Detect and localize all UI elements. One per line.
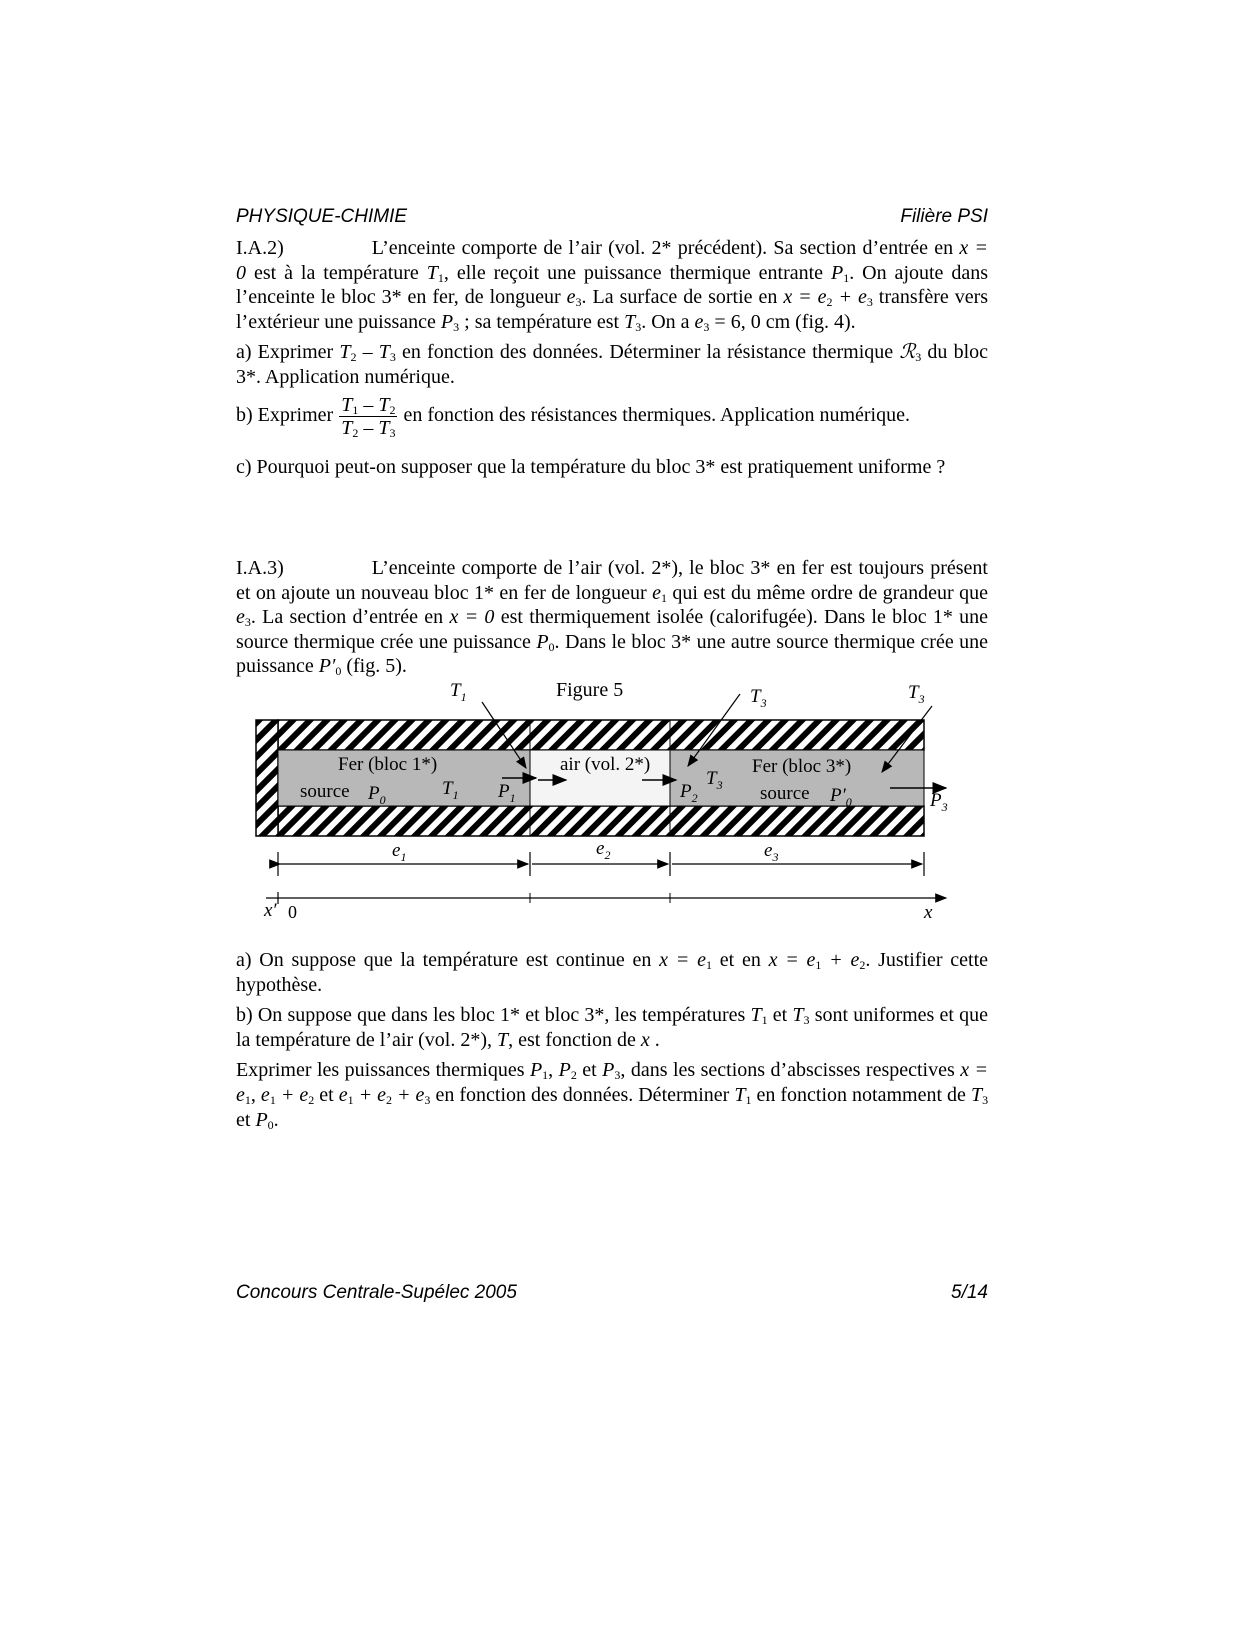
final-P0-sub: 0 bbox=[267, 1117, 274, 1132]
ia3-p0-sub: 0 bbox=[548, 639, 555, 654]
part-b-mid: sont uniformes et que la température de l’air (vol. 2*), bbox=[236, 1004, 989, 1051]
final-xa: x = e bbox=[236, 1059, 989, 1106]
ia2-T-sub: 1 bbox=[437, 270, 444, 285]
ia2-b-fraction: $\frac{T_1 - T_2}{T_2 - T_3}$ bbox=[341, 393, 396, 440]
ia3-t3: . La section d’entrée en bbox=[250, 606, 444, 629]
ia2-value: = 6, 0 cm bbox=[709, 310, 791, 333]
final-xc-sub3: 3 bbox=[424, 1092, 431, 1107]
final-xc-sub2: 2 bbox=[386, 1092, 393, 1107]
part-b-T3: T bbox=[792, 1004, 804, 1027]
ia2-a-tail: du bloc 3*. Application numérique. bbox=[236, 341, 988, 388]
ia3-e1: e bbox=[652, 581, 661, 604]
ia3-t6: (fig. 5). bbox=[346, 655, 407, 678]
ia2-b-lead: b) Exprimer bbox=[236, 403, 334, 426]
part-b-et: et bbox=[772, 1004, 788, 1027]
final-et1: et bbox=[582, 1059, 597, 1082]
ia2-x0: x = 0 bbox=[236, 237, 989, 284]
ia2-T: T bbox=[426, 261, 438, 284]
ia2-plus-e-sub: 3 bbox=[866, 295, 873, 310]
part-a-tail: . Justifier cette hypothèse. bbox=[236, 949, 989, 996]
ia2-P-sub: 1 bbox=[843, 270, 850, 285]
ia2-e-sub: 3 bbox=[575, 295, 582, 310]
part-b-T1-sub: 1 bbox=[761, 1013, 768, 1028]
ia2-a bbox=[236, 340, 988, 389]
section-ia2 bbox=[236, 236, 988, 479]
final-P1: P bbox=[529, 1059, 543, 1082]
final-P0: P bbox=[255, 1108, 268, 1131]
ia2-b bbox=[236, 394, 988, 439]
ia2-P3-sub: 3 bbox=[453, 319, 460, 334]
ia2-t5: , elle reçoit une puissance thermique entrante bbox=[443, 261, 824, 284]
ia3-p0p: P′ bbox=[318, 655, 336, 678]
label-T3-mid: $T_3$ bbox=[750, 686, 767, 710]
ia2-e: e bbox=[566, 286, 576, 309]
part-b-T: T bbox=[497, 1028, 509, 1051]
part-a-x1-sub: 1 bbox=[705, 958, 712, 972]
part-b-lead: b) On suppose que dans les bloc 1* et bloc 3*, les températures bbox=[236, 1004, 746, 1027]
final-P3: P bbox=[602, 1059, 615, 1082]
ia2-a-R: ℛ bbox=[899, 341, 916, 364]
final-xc-plus1: + e bbox=[353, 1083, 387, 1106]
ia3-p0p-sub: 0 bbox=[335, 664, 342, 679]
ia2-P: P bbox=[831, 261, 844, 284]
block-3-label: Fer (bloc 3*) bbox=[752, 756, 852, 777]
label-T3-right: $T_3$ bbox=[908, 682, 925, 706]
part-b bbox=[236, 1003, 988, 1052]
final-xc-sub1: 1 bbox=[347, 1092, 354, 1107]
ia2-t22: . On a bbox=[641, 310, 690, 333]
ia3-t2: qui est du même ordre de grandeur que bbox=[672, 581, 988, 604]
ia2-T3-sub: 3 bbox=[635, 319, 642, 334]
label-P2: $P_2$ bbox=[680, 781, 698, 805]
final-T3: T bbox=[970, 1083, 983, 1106]
ia2-t26: (fig. 4). bbox=[795, 310, 856, 333]
part-a-x2-plus: + e bbox=[821, 949, 860, 971]
block-1-P0: $P_0$ bbox=[368, 783, 386, 807]
label-T3-interface: $T_3$ bbox=[706, 768, 723, 792]
part-b-T1: T bbox=[750, 1004, 762, 1027]
part-b-end: . bbox=[654, 1028, 660, 1051]
part-a-x1: x = e bbox=[659, 949, 706, 971]
ia3-p0: P bbox=[536, 630, 549, 653]
ia3-t5: . Dans le bloc 3* une autre source thermique crée une puissance bbox=[236, 630, 988, 678]
ia2-e3-sub: 3 bbox=[703, 319, 710, 334]
ia2-label: I.A.2) bbox=[236, 237, 284, 259]
ia2-paragraph bbox=[236, 236, 988, 334]
ia3-x0: x = 0 bbox=[449, 606, 495, 629]
wall-left bbox=[256, 720, 278, 836]
ia2-c: c) Pourquoi peut-on supposer que la température du bloc 3* est pratiquement uniforme ? bbox=[236, 455, 946, 478]
wall-top bbox=[278, 720, 924, 750]
block-1-source: source bbox=[300, 781, 350, 802]
final-et2: et bbox=[319, 1083, 334, 1106]
part-a bbox=[236, 948, 988, 997]
ia2-b-rest: en fonction des résistances thermiques. Application numérique. bbox=[403, 403, 910, 426]
final-P1-sub: 1 bbox=[542, 1068, 549, 1083]
label-P3: $P_3$ bbox=[930, 790, 948, 814]
dim-label-e3: $e_3$ bbox=[764, 840, 779, 864]
ia2-P3: P bbox=[440, 310, 454, 333]
label-P1: $P_1$ bbox=[498, 781, 516, 805]
final-T1: T bbox=[734, 1083, 746, 1106]
part-a-x2: x = e bbox=[768, 949, 816, 971]
wall-bottom bbox=[278, 806, 924, 836]
ia2-a-T2: T bbox=[339, 341, 351, 364]
ia2-e3: e bbox=[694, 310, 704, 333]
final-xb-plus: + e bbox=[275, 1083, 309, 1106]
final-P3-sub: 3 bbox=[614, 1068, 621, 1083]
final-xb-sub1: 1 bbox=[269, 1092, 276, 1107]
header-subject: PHYSIQUE-CHIMIE bbox=[236, 206, 408, 227]
final-et3: et bbox=[236, 1108, 251, 1131]
label-T1-top: $T_1$ bbox=[450, 680, 467, 704]
ia3-e3-sub: 3 bbox=[244, 615, 251, 630]
ia3-e3: e bbox=[236, 606, 245, 629]
part-a-mid: et en bbox=[719, 949, 761, 971]
ia2-a-T3-sub: 3 bbox=[389, 350, 396, 365]
final-xa-sub: 1 bbox=[244, 1092, 251, 1107]
ia2-t16: transfère vers l’extérieur une puissance bbox=[236, 286, 989, 333]
ia2-a-R-sub: 3 bbox=[915, 350, 922, 365]
ia2-T3: T bbox=[624, 310, 636, 333]
final-mid2: en fonction des données. Déterminer bbox=[435, 1083, 730, 1106]
part-a-x2-sub2: 2 bbox=[859, 958, 866, 972]
block-1-label: Fer (bloc 1*) bbox=[338, 754, 438, 775]
part-b-x: x bbox=[640, 1028, 650, 1051]
final-lead: Exprimer les puissances thermiques bbox=[236, 1059, 525, 1082]
ia2-t19: ; sa température est bbox=[464, 310, 620, 333]
part-b-T3-sub: 3 bbox=[803, 1013, 810, 1028]
final-T3-sub: 3 bbox=[982, 1092, 989, 1107]
ia2-xe: x = e bbox=[783, 286, 827, 309]
part-a-lead: a) On suppose que la température est continue en bbox=[236, 949, 652, 971]
ia2-a-T2-sub: 2 bbox=[350, 350, 357, 365]
figure-title-text: Figure 5 bbox=[556, 679, 624, 701]
ia2-t0: L’enceinte comporte de l’air (vol. 2* précédent). Sa section d’entrée en bbox=[371, 237, 954, 259]
final-tail: en fonction notamment de bbox=[756, 1083, 966, 1106]
final-T1-sub: 1 bbox=[745, 1092, 752, 1107]
ia2-t2: est à la température bbox=[253, 261, 419, 284]
final-xc: e bbox=[338, 1083, 348, 1106]
dim-label-e1: $e_1$ bbox=[392, 840, 407, 864]
air-label: air (vol. 2*) bbox=[560, 754, 651, 775]
ia2-t8: . On ajoute dans l’enceinte le bloc 3* en fer, de longueur bbox=[236, 261, 989, 309]
final-P2-sub: 2 bbox=[570, 1068, 577, 1083]
axis-x: x bbox=[924, 902, 933, 923]
dim-label-e2: $e_2$ bbox=[596, 838, 611, 862]
header-track: Filière PSI bbox=[900, 206, 988, 227]
section-questions bbox=[236, 948, 988, 1132]
ia3-t1: L’enceinte comporte de l’air (vol. 2*), le bloc 3* en fer est toujours présent et on ajoute un nouveau bloc 1* en fer de longueur bbox=[236, 557, 988, 604]
footer-page-number: 5/14 bbox=[951, 1282, 988, 1303]
ia3-label: I.A.3) bbox=[236, 557, 284, 579]
part-b-tail: , est fonction de bbox=[508, 1028, 636, 1051]
final-xb-sub2: 2 bbox=[308, 1092, 315, 1107]
block-3-P0prime: $P'_0$ bbox=[830, 785, 852, 809]
part-a-x2-sub1: 1 bbox=[815, 958, 822, 972]
axis-zero: 0 bbox=[288, 902, 297, 922]
ia2-a-rest: en fonction des données. Déterminer la résistance thermique bbox=[402, 341, 894, 364]
block-3-source: source bbox=[760, 783, 810, 804]
ia2-xe-sub: 2 bbox=[826, 295, 833, 310]
ia3-t4: est thermiquement isolée (calorifugée). Dans le bloc 1* une source thermique crée une puissance bbox=[236, 606, 989, 653]
ia3-paragraph bbox=[236, 556, 988, 679]
ia2-plus-e: + e bbox=[832, 286, 867, 309]
final-xc-plus2: + e bbox=[392, 1083, 425, 1106]
figure-5 bbox=[256, 679, 976, 932]
ia2-t11: . La surface de sortie en bbox=[581, 286, 778, 309]
ia2-a-lead: a) Exprimer bbox=[236, 341, 334, 364]
final-xb: e bbox=[260, 1083, 270, 1106]
part-final: Exprimer les puissances thermiques $P_1$, $P_2$ et $P_3$, dans les sections d’abscisses respectives $x = e_1$, $e_1 + e_2$ et $e_1 + e_2 + e_3$ en fonction des données. Déterminer $T_1$ en fonction notamment de $T_3$ et $P_0$. bbox=[236, 1059, 989, 1132]
footer-competition: Concours Centrale-Supélec 2005 bbox=[236, 1282, 517, 1303]
section-ia3 bbox=[236, 556, 988, 679]
final-mid: , dans les sections d’abscisses respectives bbox=[620, 1059, 955, 1082]
final-end: . bbox=[273, 1108, 279, 1131]
ia2-a-T3: – T bbox=[356, 341, 390, 364]
final-P2: P bbox=[558, 1059, 571, 1082]
ia3-e1-sub: 1 bbox=[661, 590, 667, 605]
axis-xprime: x′ bbox=[264, 900, 277, 921]
block-1-T1: $T_1$ bbox=[442, 778, 459, 802]
